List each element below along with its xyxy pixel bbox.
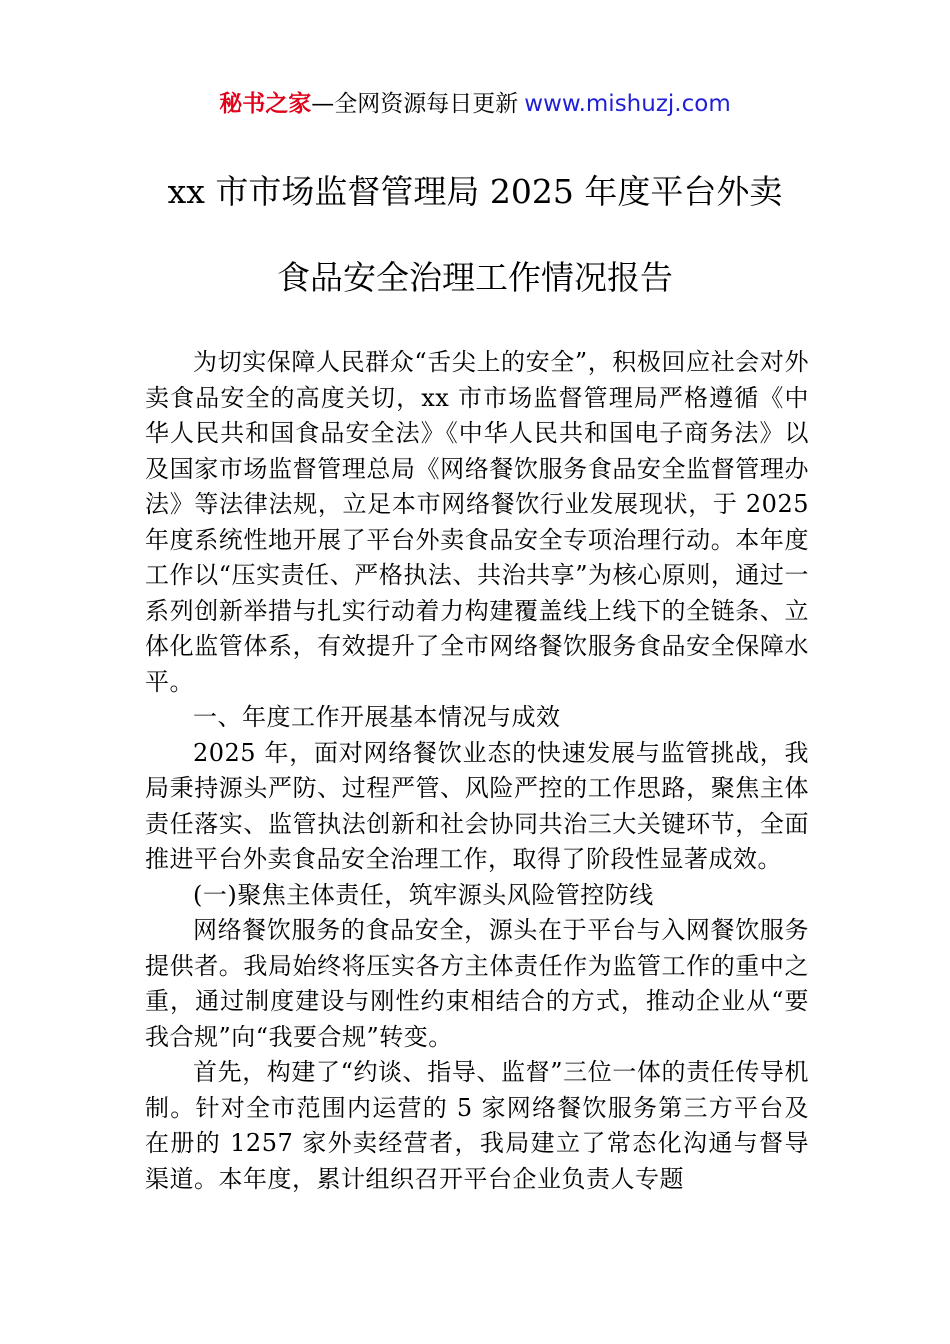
document-body bbox=[145, 345, 809, 1197]
subsection-paragraph-2: 首先，构建了“约谈、指导、监督”三位一体的责任传导机制。针对全市范围内运营的 5 家网络餐饮服务第三方平台及在册的 1257 家外卖经营者，我局建立了常态化沟通与督导渠道。本年度，累计组织召开平台企业负责人专题 bbox=[145, 1058, 809, 1193]
site-url-link[interactable]: www.mishuzj.com bbox=[524, 91, 731, 117]
intro-paragraph: 为切实保障人民群众“舌尖上的安全”，积极回应社会对外卖食品安全的高度关切，xx 市市场监督管理局严格遵循《中华人民共和国食品安全法》《中华人民共和国电子商务法》以及国家市场监督管理总局《网络餐饮服务食品安全监督管理办法》等法律法规，立足本市网络餐饮行业发展现状，于 2025 年度系统性地开展了平台外卖食品安全专项治理行动。本年度工作以“压实责任、严格执法、共治共享”为核心原则，通过一系列创新举措与扎实行动着力构建覆盖线上线下的全链条、立体化监管体系，有效提升了全市网络餐饮服务食品安全保障水平。 bbox=[145, 348, 809, 696]
subsection-heading: (一)聚焦主体责任，筑牢源头风险管控防线 bbox=[193, 880, 654, 909]
document-title-line-2: 食品安全治理工作情况报告 bbox=[277, 258, 673, 297]
site-header bbox=[0, 86, 950, 122]
subsection-paragraph: 网络餐饮服务的食品安全，源头在于平台与入网餐饮服务提供者。我局始终将压实各方主体责任作为监管工作的重中之重，通过制度建设与刚性约束相结合的方式，推动企业从“要我合规”向“我要合规”转变。 bbox=[145, 916, 809, 1051]
brand-name: 秘书之家 bbox=[219, 91, 312, 117]
section-paragraph: 2025 年，面对网络餐饮业态的快速发展与监管挑战，我局秉持源头严防、过程严管、风险严控的工作思路，聚焦主体责任落实、监管执法创新和社会协同共治三大关键环节，全面推进平台外卖食品安全治理工作，取得了阶段性显著成效。 bbox=[145, 738, 809, 873]
section-heading: 一、年度工作开展基本情况与成效 bbox=[193, 703, 561, 731]
site-tagline: —全网资源每日更新 bbox=[311, 91, 519, 117]
document-title-line-1: xx 市市场监督管理局 2025 年度平台外卖 bbox=[167, 172, 783, 211]
